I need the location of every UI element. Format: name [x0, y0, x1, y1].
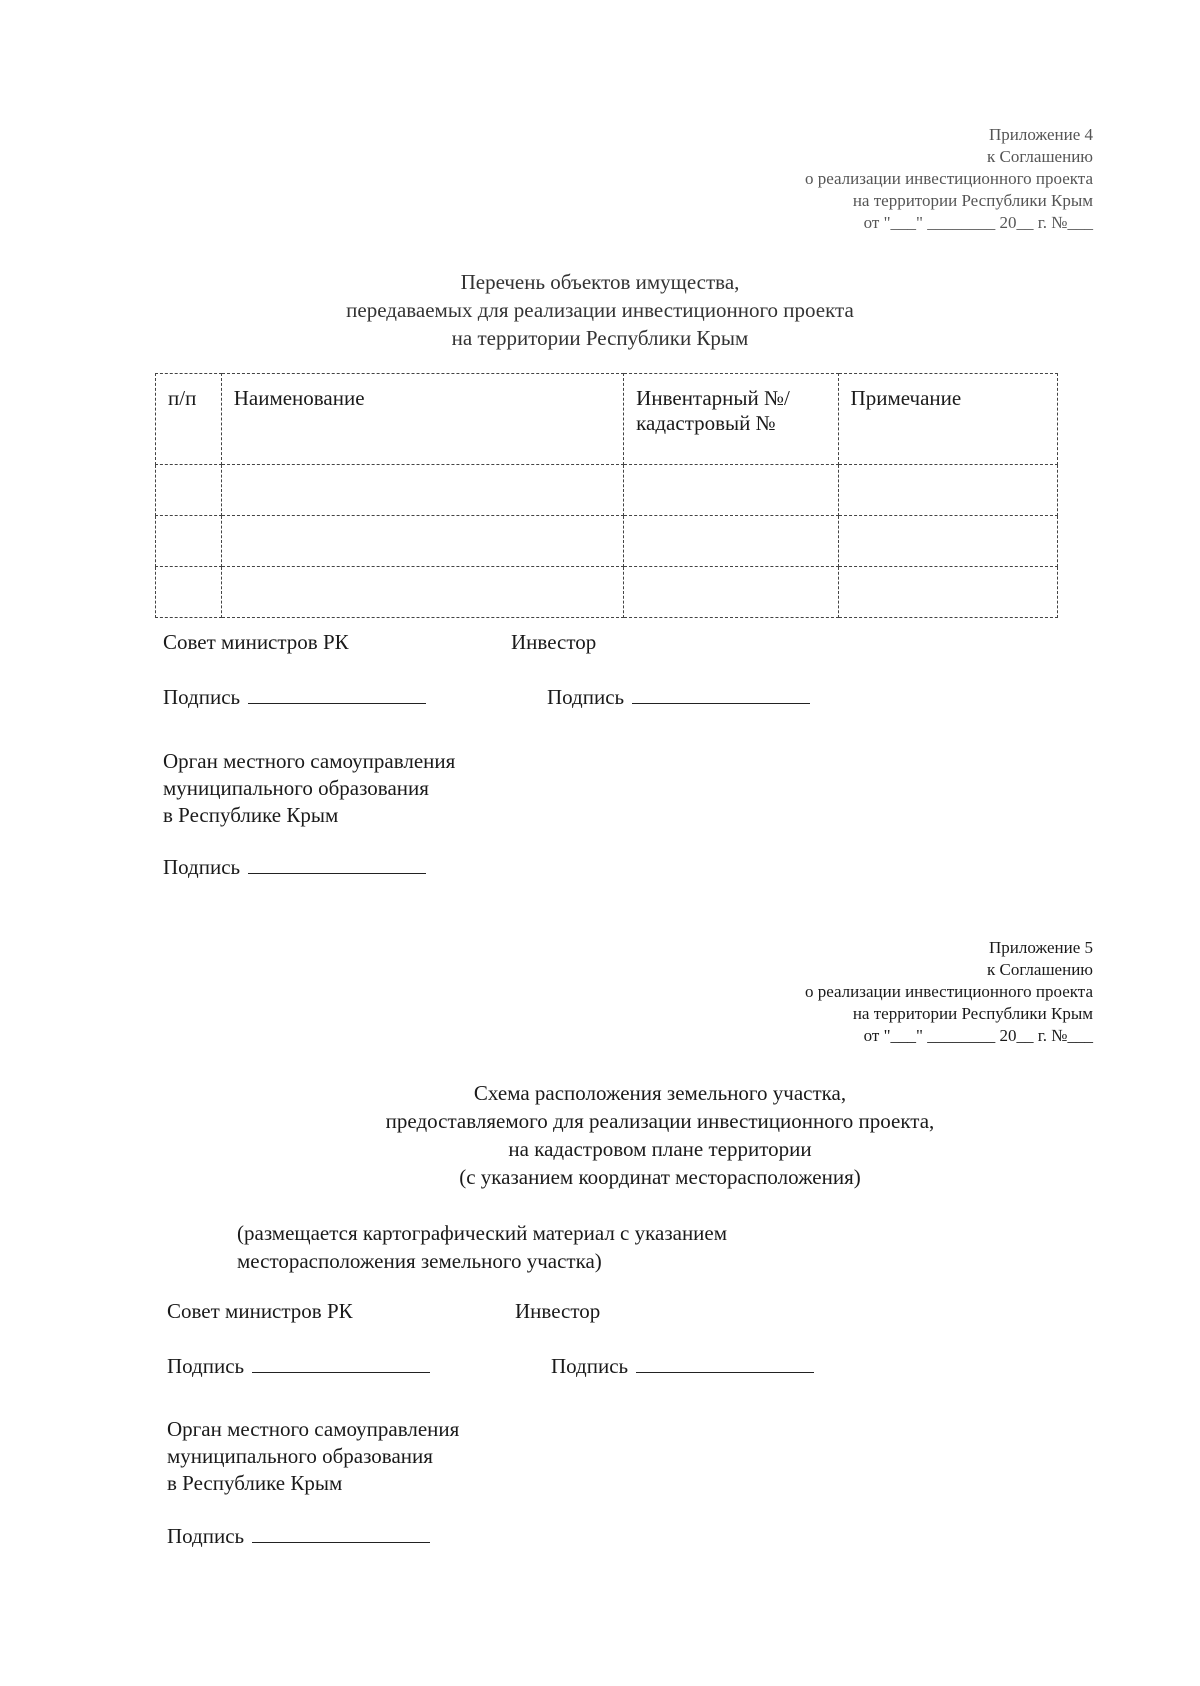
appendix-5-header — [805, 937, 1093, 1047]
appendix-5-number: Приложение 5 — [989, 938, 1093, 957]
table-cell — [221, 567, 623, 618]
title-line: предоставляемого для реализации инвестиционного проекта, — [385, 1109, 935, 1133]
signature-label: Подпись — [167, 1524, 245, 1548]
table-row — [156, 465, 1058, 516]
header-number: п/п — [156, 374, 222, 465]
signature-label: Подпись — [547, 685, 625, 709]
signature-field[interactable] — [632, 685, 810, 704]
table-cell — [838, 516, 1057, 567]
appendix-4-agreement-ref: к Соглашению — [986, 147, 1093, 166]
title-line: на территории Республики Крым — [451, 326, 749, 350]
table-row — [156, 567, 1058, 618]
signature-label: Подпись — [163, 685, 241, 709]
party-a-label: Совет министров РК — [167, 1299, 353, 1323]
party-b-label: Инвестор — [515, 1299, 601, 1323]
table-cell — [221, 465, 623, 516]
signature-field[interactable] — [248, 685, 426, 704]
title-line: (с указанием координат месторасположения) — [459, 1165, 861, 1189]
map-placeholder-note — [237, 1219, 727, 1275]
appendix-5-date-line: от "___" ________ 20__ г. №___ — [863, 1026, 1093, 1045]
appendix-4-title — [0, 268, 1200, 352]
party-b-label: Инвестор — [511, 630, 597, 654]
org-line: Орган местного самоуправления — [167, 1417, 460, 1441]
table-cell — [838, 465, 1057, 516]
party-b-signature — [551, 1353, 814, 1380]
appendix-5-title — [60, 1079, 1200, 1191]
appendix-4-header — [805, 124, 1093, 234]
header-note: Примечание — [838, 374, 1057, 465]
party-b-signature — [547, 684, 810, 711]
local-government-signature — [163, 854, 426, 881]
org-line: муниципального образования — [167, 1444, 433, 1468]
title-line: Схема расположения земельного участка, — [473, 1081, 847, 1105]
signature-field[interactable] — [252, 1354, 430, 1373]
local-government-label — [163, 748, 455, 829]
note-line: (размещается картографический материал с указанием — [237, 1221, 728, 1245]
org-line: Орган местного самоуправления — [163, 749, 456, 773]
appendix-4-date-line: от "___" ________ 20__ г. №___ — [863, 213, 1093, 232]
table-cell — [156, 567, 222, 618]
appendix-5-project-ref: о реализации инвестиционного проекта — [804, 982, 1093, 1001]
org-line: в Республике Крым — [167, 1471, 343, 1495]
title-line: на кадастровом плане территории — [508, 1137, 812, 1161]
party-a-signature — [167, 1353, 430, 1380]
table-cell — [624, 516, 838, 567]
appendix-5-territory-ref: на территории Республики Крым — [852, 1004, 1093, 1023]
signature-label: Подпись — [167, 1354, 245, 1378]
title-line: Перечень объектов имущества, — [460, 270, 740, 294]
appendix-5-agreement-ref: к Соглашению — [986, 960, 1093, 979]
table-cell — [221, 516, 623, 567]
signature-field[interactable] — [248, 855, 426, 874]
signature-field[interactable] — [252, 1524, 430, 1543]
table-cell — [624, 567, 838, 618]
local-government-signature — [167, 1523, 430, 1550]
org-line: в Республике Крым — [163, 803, 339, 827]
appendix-4-number: Приложение 4 — [989, 125, 1093, 144]
table-cell — [624, 465, 838, 516]
table-cell — [838, 567, 1057, 618]
party-a-label: Совет министров РК — [163, 630, 349, 654]
signature-label: Подпись — [163, 855, 241, 879]
party-a-signature — [163, 684, 426, 711]
appendix-4-project-ref: о реализации инвестиционного проекта — [804, 169, 1093, 188]
appendix-4-territory-ref: на территории Республики Крым — [852, 191, 1093, 210]
local-government-label — [167, 1416, 459, 1497]
title-line: передаваемых для реализации инвестиционного проекта — [346, 298, 854, 322]
table-row — [156, 516, 1058, 567]
org-line: муниципального образования — [163, 776, 429, 800]
table-cell — [156, 516, 222, 567]
header-name: Наименование — [221, 374, 623, 465]
header-inventory-number: Инвентарный №/кадастровый № — [624, 374, 838, 465]
note-line: месторасположения земельного участка) — [237, 1249, 602, 1273]
table-cell — [156, 465, 222, 516]
signature-label: Подпись — [551, 1354, 629, 1378]
signature-field[interactable] — [636, 1354, 814, 1373]
table-header-row — [156, 374, 1058, 465]
property-table — [155, 373, 1058, 618]
